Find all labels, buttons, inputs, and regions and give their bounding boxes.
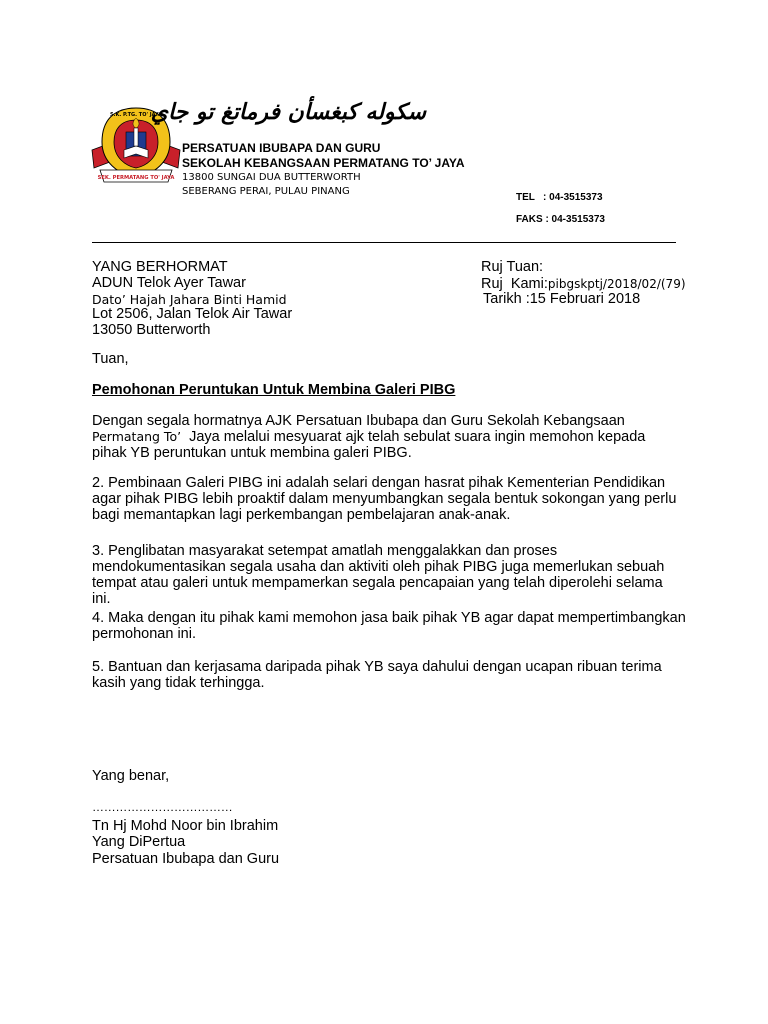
tel-number: TEL : 04-3515373 bbox=[516, 192, 603, 203]
salutation: Tuan, bbox=[92, 351, 129, 367]
paragraph-5: 5. Bantuan dan kerjasama daripada pihak YB saya dahului dengan ucapan ribuan terima kasih yang tidak terhingga. bbox=[92, 659, 662, 691]
jawi-calligraphy: سكوله كبغسأن فرماتغ تو جاي bbox=[150, 100, 426, 125]
p1-line-a: Dengan segala hormatnya AJK Persatuan Ibubapa dan Guru Sekolah Kebangsaan bbox=[92, 413, 625, 429]
recipient-line2: ADUN Telok Ayer Tawar bbox=[92, 275, 246, 291]
p1-small-text: Permatang To’ bbox=[92, 429, 182, 444]
p1-line-b-text: Jaya melalui mesyuarat ajk telah sebulat suara ingin memohon kepada bbox=[181, 429, 646, 445]
recipient-line4: Lot 2506, Jalan Telok Air Tawar bbox=[92, 306, 293, 322]
ruj-kami-value: pibgskptj/2018/02/(79) bbox=[547, 277, 686, 291]
recipient-line1: YANG BERHORMAT bbox=[92, 259, 228, 275]
paragraph-3: 3. Penglibatan masyarakat setempat amatlah menggalakkan dan proses mendokumentasikan segala usaha dan aktiviti oleh pihak PIBG juga memerlukan sebuah tempat atau galeri untuk mempamerkan segala pencapaian yang telah diperolehi selama ini. bbox=[92, 543, 665, 607]
signatory-org: Persatuan Ibubapa dan Guru bbox=[92, 851, 280, 867]
p1-line-b bbox=[92, 429, 692, 445]
org-name-line2: SEKOLAH KEBANGSAAN PERMATANG TO’ JAYA bbox=[182, 156, 465, 170]
signature-dots: ……………………………… bbox=[92, 800, 233, 814]
recipient-line3: Dato’ Hajah Jahara Binti Hamid bbox=[92, 292, 287, 307]
subject-line: Pemohonan Peruntukan Untuk Membina Galeri PIBG bbox=[92, 382, 456, 398]
ruj-tuan: Ruj Tuan: bbox=[481, 259, 544, 275]
recipient-line5: 13050 Butterworth bbox=[92, 322, 211, 338]
org-name-line1: PERSATUAN IBUBAPA DAN GURU bbox=[182, 141, 381, 155]
crest-ribbon-text: SEK. PERMATANG TO' JAYA bbox=[97, 175, 175, 181]
crest-arc-text: S.K. P.TG. TO' JAYA bbox=[109, 112, 163, 118]
paragraph-1 bbox=[92, 413, 692, 461]
p1-line-c: pihak YB peruntukan untuk membina galeri PIBG. bbox=[92, 445, 412, 461]
signatory-name: Tn Hj Mohd Noor bin Ibrahim bbox=[92, 818, 279, 834]
address-line2: SEBERANG PERAI, PULAU PINANG bbox=[182, 186, 350, 197]
header-divider bbox=[92, 242, 676, 243]
paragraph-4: 4. Maka dengan itu pihak kami memohon jasa baik pihak YB agar dapat mempertimbangkan permohonan ini. bbox=[92, 610, 686, 642]
tarikh: Tarikh :15 Februari 2018 bbox=[483, 291, 641, 307]
fax-number: FAKS : 04-3515373 bbox=[516, 214, 605, 225]
signatory-title: Yang DiPertua bbox=[92, 834, 186, 850]
address-line1: 13800 SUNGAI DUA BUTTERWORTH bbox=[182, 172, 361, 183]
paragraph-2: 2. Pembinaan Galeri PIBG ini adalah selari dengan hasrat pihak Kementerian Pendidikan agar pihak PIBG lebih proaktif dalam menyumbangkan segala bentuk sokongan yang perlu bagi memantapkan lagi perkembangan pembelajaran anak-anak. bbox=[92, 475, 677, 523]
yang-benar: Yang benar, bbox=[92, 768, 170, 784]
ruj-kami-label: Ruj Kami: bbox=[481, 276, 548, 292]
